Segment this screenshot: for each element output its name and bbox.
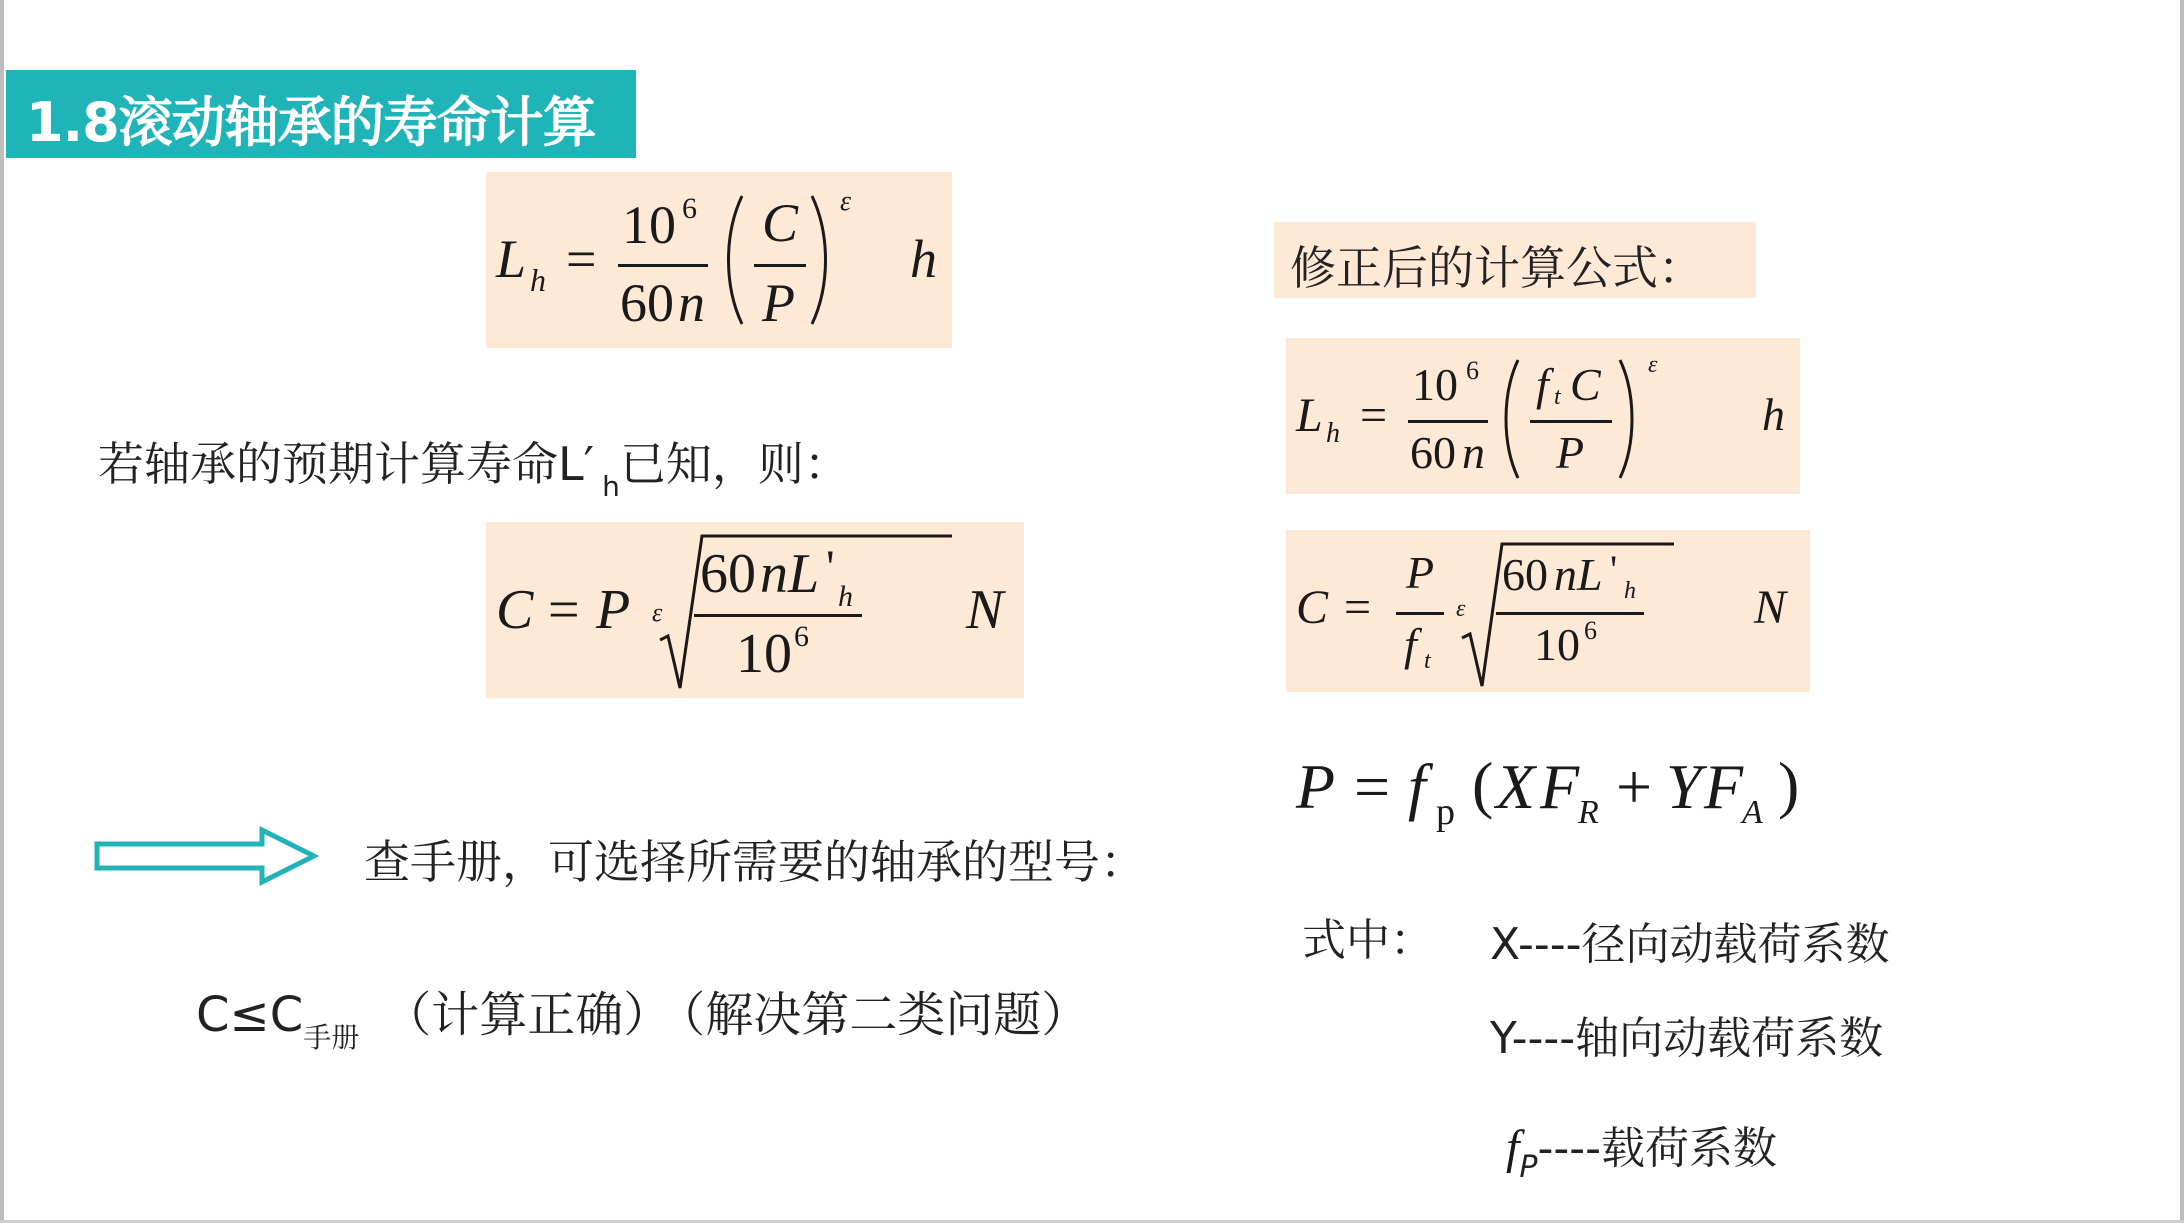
legend-fp-f: f <box>1506 1121 1520 1174</box>
factor-P-corr: P <box>1406 547 1435 598</box>
denominator-n-corr: n <box>1462 427 1485 478</box>
load-plus: + <box>1616 751 1653 822</box>
legend-fp <box>1506 1112 1777 1185</box>
unit-h: h <box>910 229 937 289</box>
radicand-den-10: 10 <box>736 623 792 685</box>
exponent-epsilon: ε <box>840 186 852 217</box>
legend-x: X----径向动载荷系数 <box>1490 919 1890 970</box>
radicand-60-corr: 60 <box>1502 549 1548 600</box>
symbol-L: L <box>496 229 527 289</box>
slide-title: 1.8滚动轴承的寿命计算 <box>26 91 596 154</box>
legend-fp-rest: ----载荷系数 <box>1537 1123 1777 1174</box>
unit-N: N <box>966 579 1004 641</box>
radicand-nL: nL <box>760 543 820 605</box>
unit-N-corr: N <box>1754 581 1787 634</box>
load-equals: = <box>1354 751 1391 822</box>
fraction-f-sub-corr: t <box>1554 384 1561 410</box>
symbol-C: C <box>496 579 534 641</box>
slide-border-right <box>2180 0 2184 1223</box>
check-c-le-c: C≤C <box>196 987 304 1043</box>
radicand-prime-corr: ' <box>1610 547 1618 592</box>
check-sub-handbook: 手册 <box>303 1021 360 1054</box>
fraction-C-corr: C <box>1570 359 1601 410</box>
root-index-epsilon-corr: ε <box>1456 596 1466 622</box>
load-FR-sub: R <box>1578 794 1599 831</box>
fraction-C: C <box>762 193 799 253</box>
corrected-title-box <box>1274 222 1756 298</box>
load-X: X <box>1496 751 1536 822</box>
symbol-L-sub: h <box>530 262 546 298</box>
fraction-bar-c-corr-2 <box>1496 612 1644 615</box>
load-f: f <box>1408 751 1426 822</box>
check-note-correct: （计算正确） <box>383 987 672 1043</box>
known-life-sub: h <box>602 470 620 503</box>
root-index-epsilon: ε <box>652 598 663 627</box>
load-FA-sub: A <box>1742 794 1763 831</box>
symbol-C-corr: C <box>1296 581 1329 634</box>
equals-sign-corr: = <box>1360 389 1388 442</box>
formula-c-box <box>486 522 1024 698</box>
check-note-problem: （解决第二类问题） <box>681 987 1090 1043</box>
exponent-epsilon-corr: ε <box>1648 352 1658 378</box>
legend-y: Y----轴向动载荷系数 <box>1490 1013 1884 1064</box>
legend-prefix: 式中： <box>1302 915 1434 966</box>
known-life-text <box>98 428 850 503</box>
numerator-exp-corr: 6 <box>1466 356 1479 385</box>
formula-life-box <box>486 172 952 348</box>
fraction-bar-corr-2 <box>1530 420 1612 423</box>
radicand-nL-corr: nL <box>1554 549 1603 600</box>
factor-f-sub-corr: t <box>1424 648 1431 674</box>
equals-sign: = <box>566 229 597 289</box>
equals-sign-2: = <box>548 579 580 641</box>
radicand-60: 60 <box>700 543 756 605</box>
denominator-60-corr: 60 <box>1410 427 1456 478</box>
numerator-exp: 6 <box>682 192 697 225</box>
slide-border-left <box>0 0 4 1223</box>
radicand-prime: ' <box>826 541 835 594</box>
fraction-bar-c-corr <box>1396 612 1444 615</box>
load-FR: F <box>1540 751 1580 822</box>
fraction-f-corr: f <box>1536 359 1549 410</box>
select-bearing-text: 查手册，可选择所需要的轴承的型号： <box>364 835 1146 889</box>
check-line <box>196 976 1090 1054</box>
left-paren <box>722 194 746 326</box>
right-paren-corr <box>1616 358 1638 480</box>
radicand-sub-h: h <box>838 580 853 613</box>
title-banner <box>6 70 636 158</box>
formula-c-corrected-box <box>1286 530 1810 692</box>
symbol-L-sub-corr: h <box>1326 418 1340 449</box>
formula-life-corrected-box <box>1286 338 1800 494</box>
denominator-60: 60 <box>620 273 674 333</box>
right-arrow-icon <box>94 826 318 886</box>
fraction-bar-3 <box>694 614 862 617</box>
known-life-prime: ′ <box>583 437 595 491</box>
known-life-after: 已知，则： <box>619 437 850 491</box>
fraction-bar-2 <box>754 264 806 267</box>
equals-sign-c-corr: = <box>1344 581 1372 634</box>
fraction-bar <box>618 264 708 267</box>
symbol-L-corr: L <box>1296 389 1323 442</box>
known-life-before: 若轴承的预期计算寿命L <box>98 437 584 491</box>
unit-h-corr: h <box>1762 389 1785 440</box>
factor-f-corr: f <box>1404 619 1417 670</box>
fraction-P-corr: P <box>1556 427 1585 478</box>
legend-fp-sub: P <box>1519 1150 1538 1185</box>
denominator-n: n <box>678 273 705 333</box>
load-Y: Y <box>1666 751 1702 822</box>
numerator-10-corr: 10 <box>1412 359 1458 410</box>
formula-equivalent-load <box>1296 744 1816 844</box>
load-P: P <box>1296 751 1336 822</box>
numerator-10: 10 <box>622 195 676 255</box>
radicand-den-exp-corr: 6 <box>1584 616 1597 645</box>
radicand-sub-h-corr: h <box>1624 578 1636 604</box>
fraction-P: P <box>762 273 795 333</box>
radicand-den-exp: 6 <box>794 620 809 653</box>
load-lparen: ( <box>1472 749 1494 820</box>
right-paren <box>808 194 832 326</box>
symbol-P: P <box>596 579 631 641</box>
radicand-den-10-corr: 10 <box>1534 619 1580 670</box>
load-f-sub: p <box>1436 791 1455 833</box>
corrected-title: 修正后的计算公式： <box>1290 241 1704 295</box>
left-paren-corr <box>1500 358 1522 480</box>
fraction-bar-corr <box>1408 420 1488 423</box>
load-FA: F <box>1704 751 1744 822</box>
load-rparen: ) <box>1778 749 1800 820</box>
